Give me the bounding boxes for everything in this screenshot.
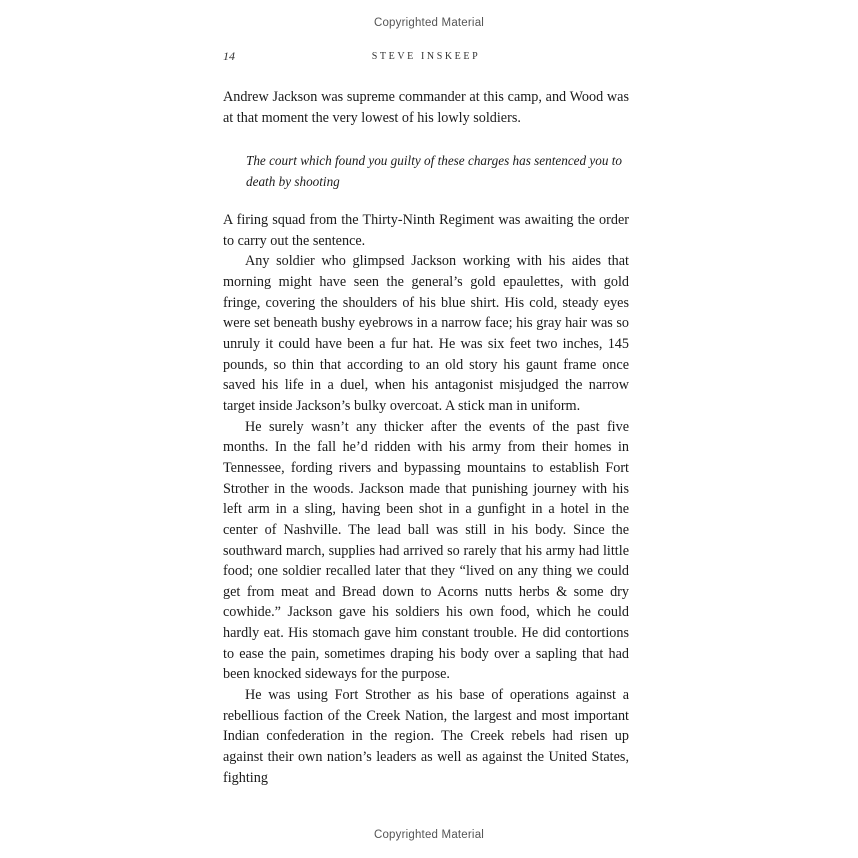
copyright-notice-top: Copyrighted Material <box>373 17 485 29</box>
running-head: STEVE INSKEEP <box>371 51 481 62</box>
page-body-main <box>223 210 629 788</box>
paragraph-past-five-months: He surely wasn’t any thicker after the events of the past five months. In the fall he’d ridden with his army from their homes in Tennessee, fording rivers and bypassing mountains to establish Fort Strother in the woods. Jackson made that punishing journey with his left arm in a sling, having been shot in a gunfight in a hotel in the center of Nashville. The lead ball was still in his body. Since the southward march, supplies had arrived so rarely that his army had little food; one soldier recalled later that they “lived on any thing we could get from meat and Bread down to Acorns nutts herbs & some dry cowhide.” Jackson gave his soldiers his own food, which he could hardly eat. His stomach gave him constant trouble. He did contortions to ease the pain, sometimes draping his body over a sapling that had been knocked sideways for the purpose. <box>223 418 629 683</box>
block-quote: The court which found you guilty of these charges has sentenced you to death by shooting <box>246 153 623 189</box>
page-number: 14 <box>223 49 235 63</box>
paragraph-fort-strother: He was using Fort Strother as his base of operations against a rebellious faction of the Creek Nation, the largest and most important Indian confederation in the region. The Creek rebels had risen up against their own nation’s leaders as well as against the United States, fighting <box>223 687 629 786</box>
page-body-intro <box>223 87 629 128</box>
copyright-notice-bottom: Copyrighted Material <box>373 829 485 841</box>
paragraph-intro: Andrew Jackson was supreme commander at this camp, and Wood was at that moment the very lowest of his lowly soldiers. <box>223 89 629 126</box>
paragraph-firing-squad: A firing squad from the Thirty-Ninth Regiment was awaiting the order to carry out the sentence. <box>223 212 629 249</box>
paragraph-jackson-description: Any soldier who glimpsed Jackson working with his aides that morning might have seen the general’s gold epaulettes, with gold fringe, covering the shoulders of his blue shirt. His cold, steady eyes were set beneath bushy eyebrows in a narrow face; his gray hair was so unruly it could have been a fur hat. He was six feet two inches, 145 pounds, so thin that according to an old story his gaunt frame once saved his life in a duel, when his antagonist misjudged the narrow target inside Jackson’s bulky overcoat. A stick man in uniform. <box>223 253 629 414</box>
